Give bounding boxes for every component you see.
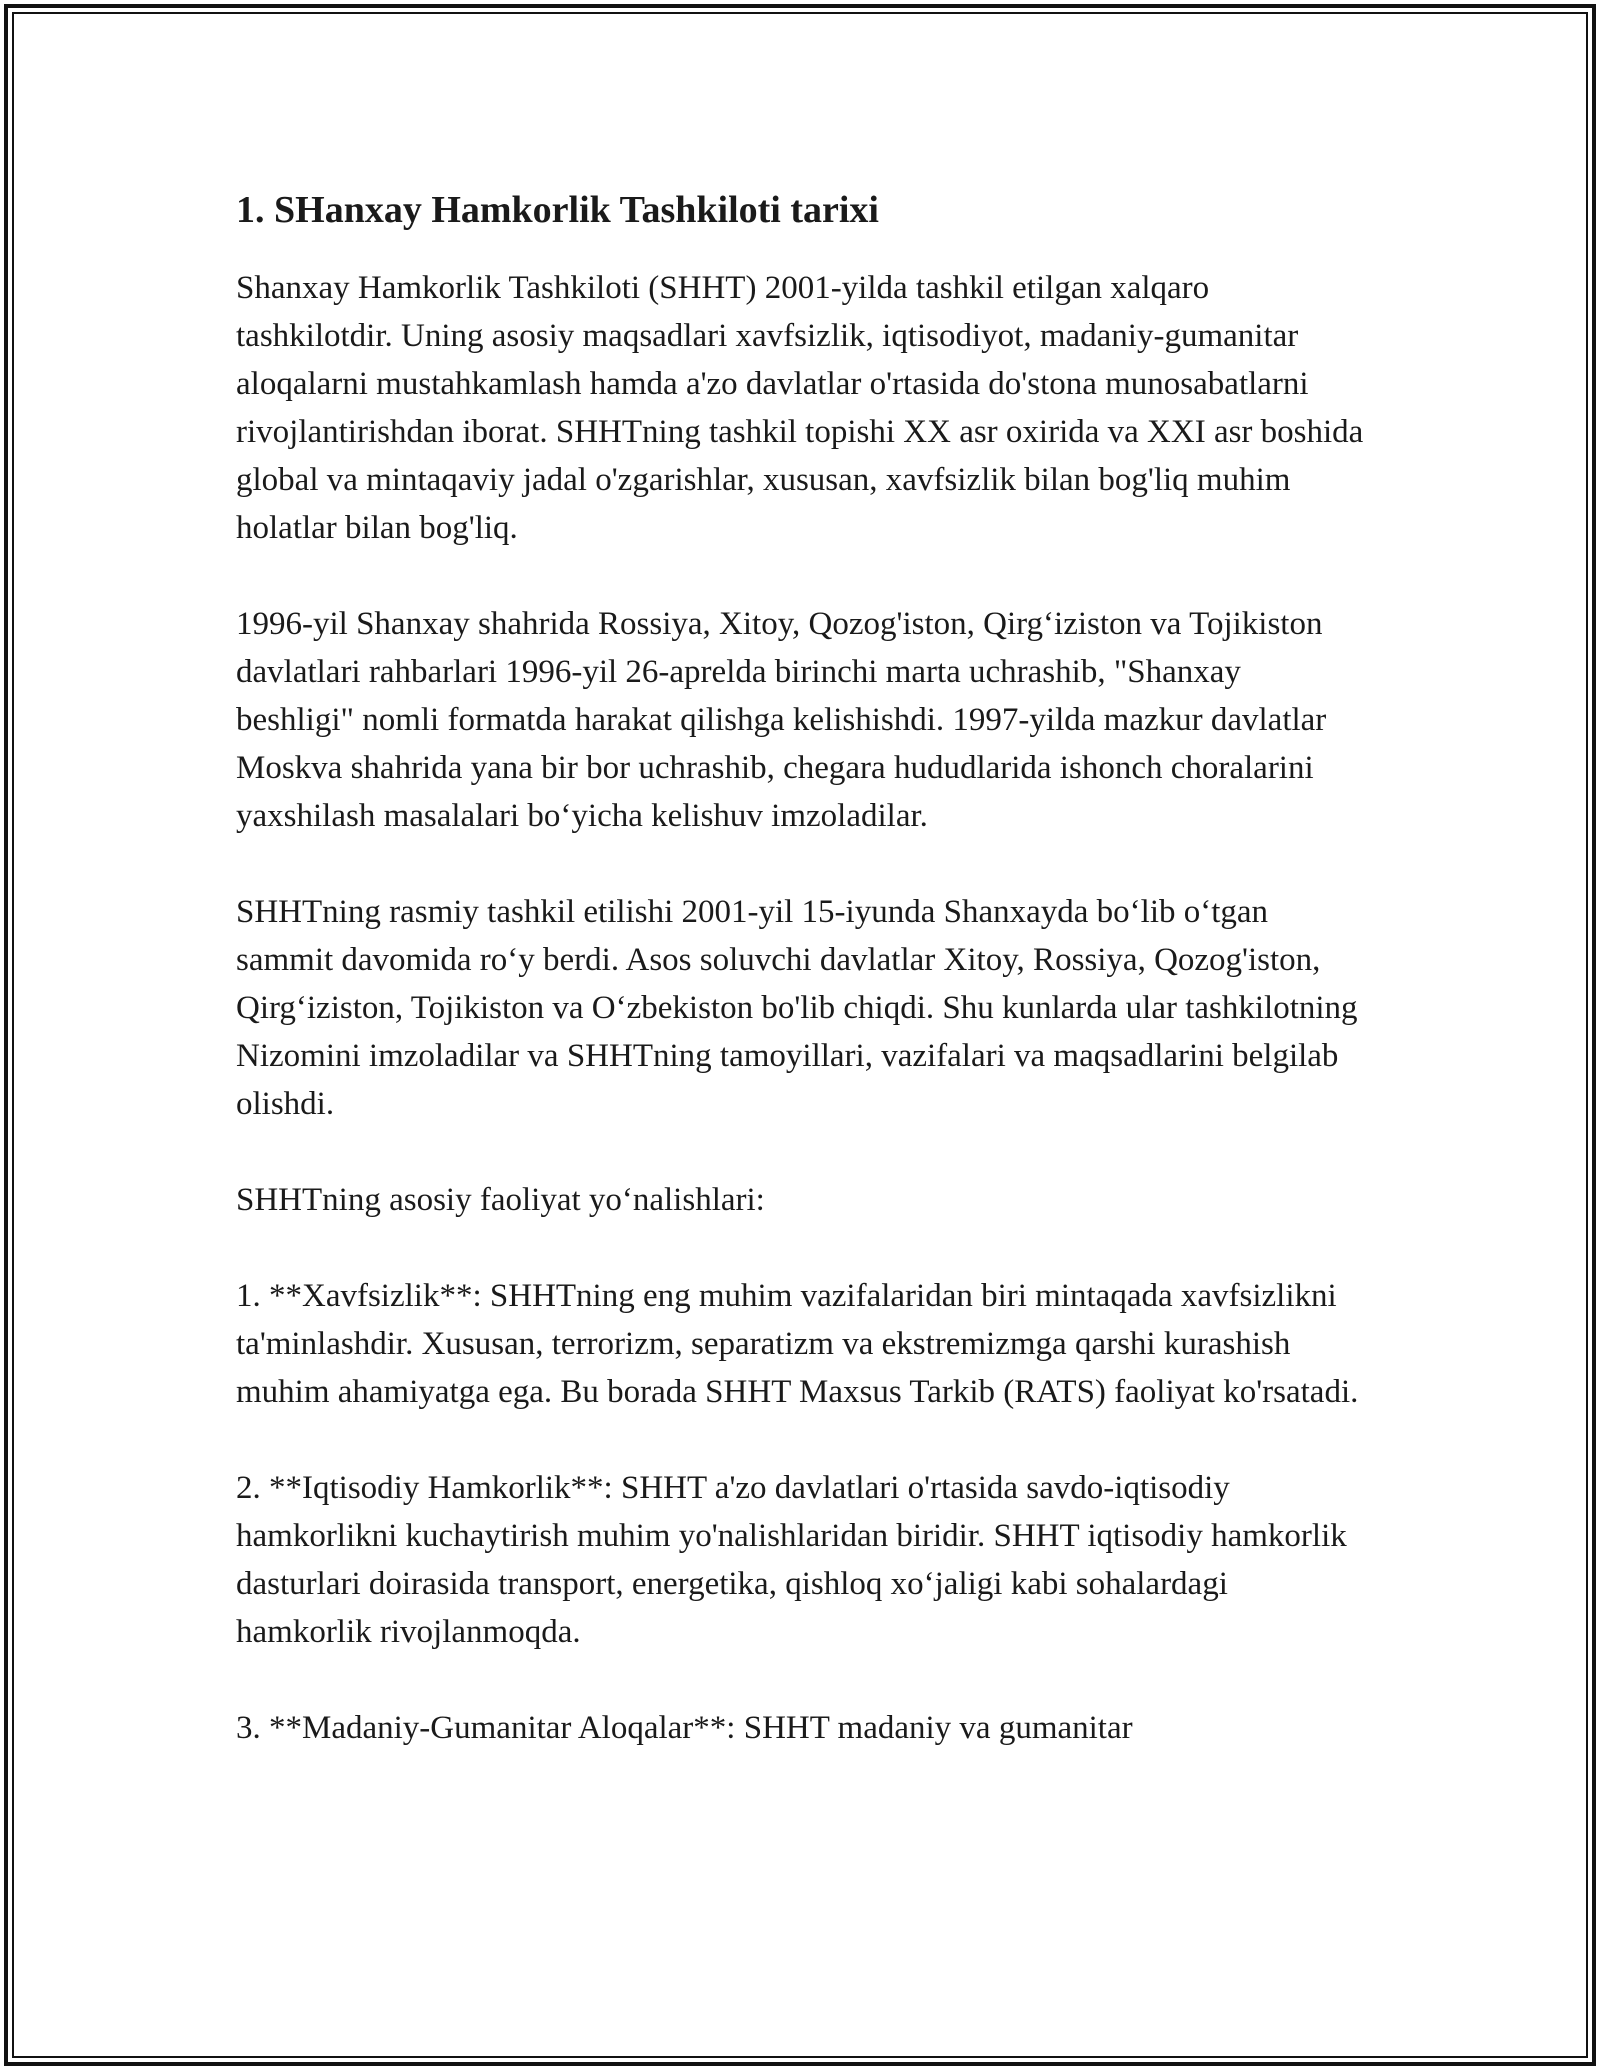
paragraph-intro: Shanxay Hamkorlik Tashkiloti (SHHT) 2001-yilda tashkil etilgan xalqaro tashkilotdir. Uning asosiy maqsadlari xavfsizlik, iqtisodiyot, madaniy-gumanitar aloqalarni mustahkamlash hamda a'zo davlatlar o'rtasida do'stona munosabatlarni rivojlantirishdan iborat. SHHTning tashkil topishi XX asr oxirida va XXI asr boshida global va mintaqaviy jadal o'zgarishlar, xususan, xavfsizlik bilan bog'liq muhim holatlar bilan bog'liq. <box>236 270 1364 546</box>
list-item-economic: 2. **Iqtisodiy Hamkorlik**: SHHT a'zo davlatlari o'rtasida savdo-iqtisodiy hamkorlikni kuchaytirish muhim yo'nalishlaridan biridir. SHHT iqtisodiy hamkorlik dasturlari doirasida transport, energetika, qishloq xo‘jaligi kabi sohalardagi hamkorlik rivojlanmoqda. <box>236 1470 1347 1650</box>
paragraph-activities-heading: SHHTning asosiy faoliyat yo‘nalishlari: <box>236 1182 765 1218</box>
document-title: 1. SHanxay Hamkorlik Tashkiloti tarixi <box>236 189 879 231</box>
list-item-security: 1. **Xavfsizlik**: SHHTning eng muhim vazifalaridan biri mintaqada xavfsizlikni ta'minlashdir. Xususan, terrorizm, separatizm va ekstremizmga qarshi kurashish muhim ahamiyatga ega. Bu borada SHHT Maxsus Tarkib (RATS) faoliyat ko'rsatadi. <box>236 1278 1359 1410</box>
list-item-cultural: 3. **Madaniy-Gumanitar Aloqalar**: SHHT madaniy va gumanitar <box>236 1710 1133 1746</box>
paragraph-founding: SHHTning rasmiy tashkil etilishi 2001-yil 15-iyunda Shanxayda bo‘lib o‘tgan sammit davomida ro‘y berdi. Asos soluvchi davlatlar Xitoy, Rossiya, Qozog'iston, Qirg‘iziston, Tojikiston va O‘zbekiston bo'lib chiqdi. Shu kunlarda ular tashkilotning Nizomini imzoladilar va SHHTning tamoyillari, vazifalari va maqsadlarini belgilab olishdi. <box>236 894 1358 1122</box>
document-body <box>236 186 1366 1800</box>
paragraph-shanghai-five: 1996-yil Shanxay shahrida Rossiya, Xitoy, Qozog'iston, Qirg‘iziston va Tojikiston davlatlari rahbarlari 1996-yil 26-aprelda birinchi marta uchrashib, "Shanxay beshligi" nomli formatda harakat qilishga kelishishdi. 1997-yilda mazkur davlatlar Moskva shahrida yana bir bor uchrashib, chegara hududlarida ishonch choralarini yaxshilash masalalari bo‘yicha kelishuv imzoladilar. <box>236 606 1327 834</box>
